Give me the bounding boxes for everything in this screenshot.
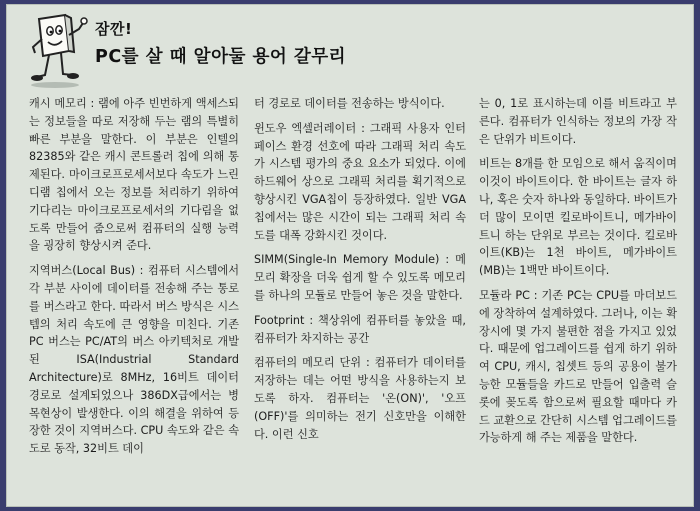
text-column-1 xyxy=(29,95,239,458)
paragraph-memory-unit-continued: 는 0, 1로 표시하는데 이를 비트라고 부른다. 컴퓨터가 인식하는 정보의 가장 작은 단위가 비트이다. xyxy=(479,97,677,146)
header-kicker: 잠깐! xyxy=(95,20,133,38)
page-title: PC를 살 때 알아둘 용어 갈무리 xyxy=(95,47,347,67)
paragraph-window-accelerator: 윈도우 엑셀러레이터 : 그래픽 사용자 인터페이스 환경 선호에 따라 그래픽 처리 속도가 시스템 평가의 중요 요소가 되었다. 이에 하드웨어 상으로 그래픽 처리를 획기적으로 향상시킨 VGA칩이 등장하였다. 일반 VGA 칩에서는 많은 시간이 되는 그래픽 처리 속도를 대폭 강화시킨 것이다. xyxy=(254,121,466,242)
magazine-page xyxy=(6,4,694,507)
paragraph-simm: SIMM(Single-In Memory Module) : 메모리 확장을 더욱 쉽게 할 수 있도록 메모리를 하나의 모듈로 만들어 놓은 것을 말한다. xyxy=(254,253,466,302)
paper-mascot-pointing-icon xyxy=(25,11,91,91)
sidebar-header xyxy=(7,5,693,95)
paragraph-local-bus-continued: 터 경로로 데이터를 전송하는 방식이다. xyxy=(254,97,445,110)
text-column-3 xyxy=(479,95,677,447)
paragraph-cache-memory: 캐시 메모리 : 램에 아주 빈번하게 액세스되는 정보들을 따로 저장해 두는 램의 특별히 빠른 부분을 말한다. 이 부분은 인텔의 82385와 같은 캐시 콘트롤러 칩에 의해 통제된다. 마이크로프로세서보다 속도가 느린 디램 칩에서 오는 정보를 처리하기 위하여 기다리는 마이크로프로세서의 기다림을 없도록 만들어 줌으로써 컴퓨터의 실행 능력을 굉장히 향상시켜 준다. xyxy=(29,97,239,253)
paragraph-footprint: Footprint : 책상위에 컴퓨터를 놓았을 때, 컴퓨터가 차지하는 공간 xyxy=(254,313,466,345)
paragraph-local-bus: 지역버스(Local Bus) : 컴퓨터 시스템에서 각 부분 사이에 데이터를 전송해 주는 통로를 버스라고 한다. 따라서 버스 방식은 시스템의 처리 속도에 큰 영향을 미친다. 기존 PC 버스는 PC/AT의 버스 아키텍처로 개발된 ISA(Industrial Standard Architecture)로 8MHz, 16비트 데이터 경로로 설계되었으나 386DX급에서는 병목현상이 발생한다. 이의 해결을 위하여 등장한 것이 지역버스다. CPU 속도와 같은 속도로 동작, 32비트 데이 xyxy=(29,264,239,456)
paragraph-modular-pc: 모듈라 PC : 기존 PC는 CPU를 마더보드에 장착하여 설계하였다. 그러나, 이는 확장시에 몇 가지 불편한 점을 가지고 있었다. 때문에 업그레이드를 쉽게 하기 위하여 CPU, 캐시, 칩셋트 등의 공용이 불가능한 모듈들을 카드로 만들어 입출력 슬롯에 꽂도록 함으로써 필요할 때마다 카드 교환으로 간단히 시스템 업그레이드를 가능하게 해 주는 제품을 말한다. xyxy=(479,288,677,445)
paragraph-byte: 비트는 8개를 한 모임으로 해서 움직이며 이것이 바이트이다. 한 바이트는 글자 하나, 혹은 숫자 하나와 동일하다. 바이트가 더 많이 모이면 킬로바이트니, 메가바이트니 하는 단위로 부르는 것이다. 킬로바이트(KB)는 1천 바이트, 메가바이트(MB)는 1백만 바이트이다. xyxy=(479,157,677,278)
paragraph-memory-unit: 컴퓨터의 메모리 단위 : 컴퓨터가 데이터를 저장하는 데는 어떤 방식을 사용하는지 보도록 하자. 컴퓨터는 '온(ON)', '오프(OFF)'를 의미하는 전기 신호만을 이해한다. 이런 신호 xyxy=(254,356,466,441)
text-column-2 xyxy=(254,95,466,443)
